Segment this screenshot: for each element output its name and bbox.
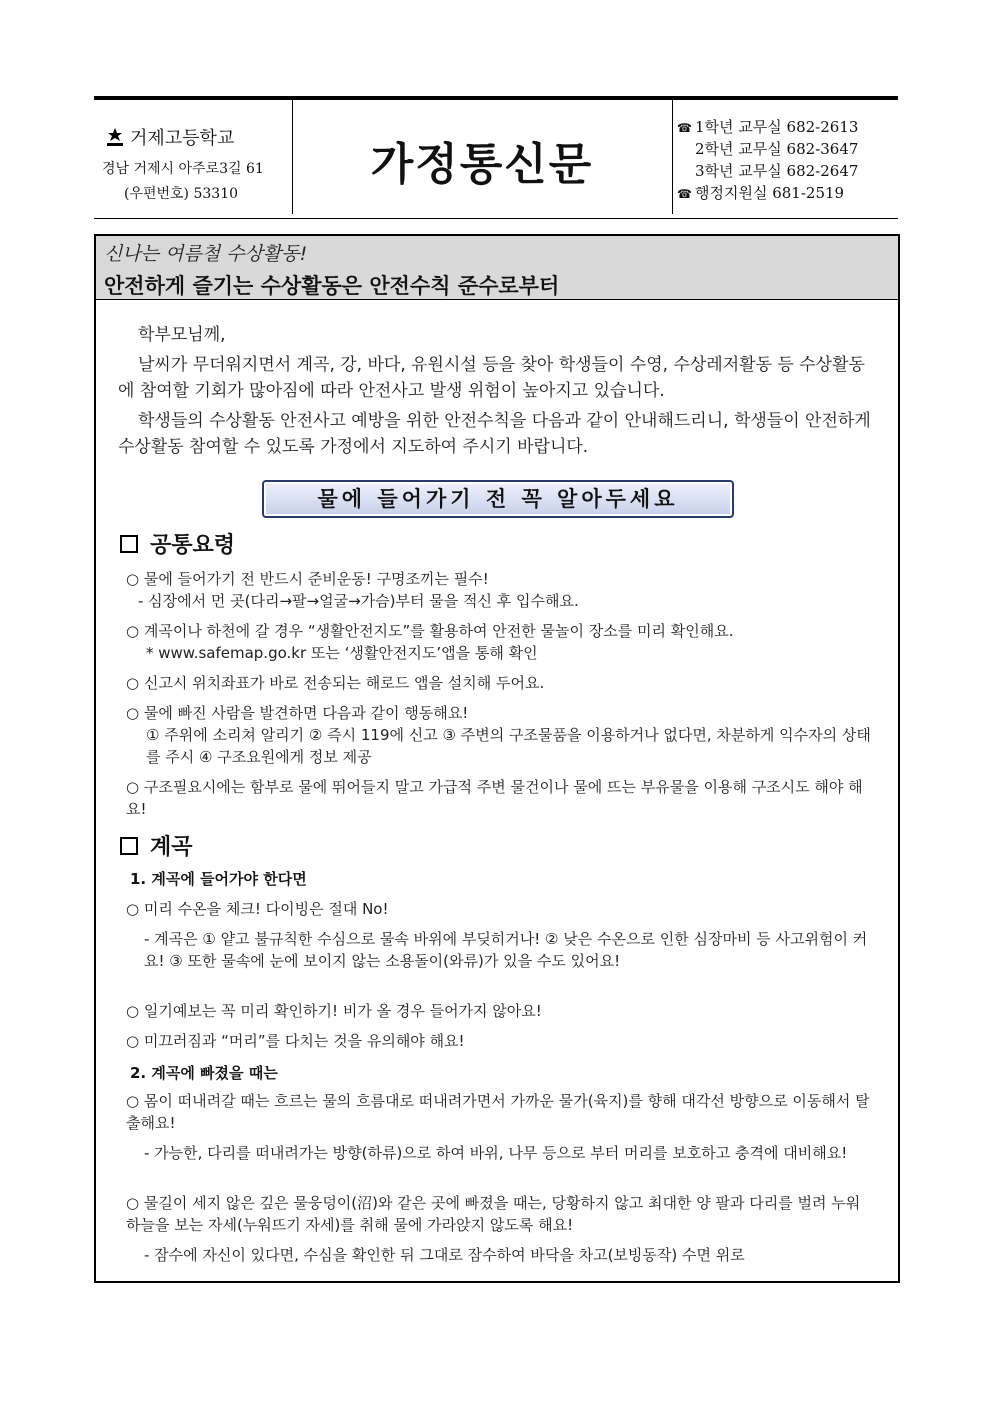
list-item: ○ 물에 빠진 사람을 발견하면 다음과 같이 행동해요! (126, 704, 469, 722)
notice-banner: 물에 들어가기 전 꼭 알아두세요 (262, 480, 734, 518)
phone-line-1: ☎ 1학년 교무실 682-2613 (677, 118, 859, 136)
list-item: ○ 물길이 세지 않은 깊은 물웅덩이(沼)와 같은 곳에 빠졌을 때는, 당황하지 않고 최대한 양 팔과 다리를 벌려 누워 하늘을 보는 자세(누워뜨기 자세)를 취해 물에 가라앉지 않도록 해요! (126, 1194, 861, 1234)
list-item: ○ 미리 수온을 체크! 다이빙은 절대 No! (126, 900, 389, 918)
school-info (94, 100, 293, 214)
list-item: ○ 미끄러짐과 “머리”를 다치는 것을 유의해야 해요! (126, 1032, 465, 1050)
list-subitem: ① 주위에 소리쳐 알리기 ② 즉시 119에 신고 ③ 주변의 구조물품을 이용하거나 없다면, 차분하게 익수자의 상태를 주시 ④ 구조요원에게 정보 제공 (146, 726, 871, 766)
list-subitem: - 가능한, 다리를 떠내려가는 방향(하류)으로 하여 바위, 나무 등으로 부터 머리를 보호하고 충격에 대비해요! (144, 1144, 848, 1162)
school-row (104, 124, 234, 150)
phone-line-3: 3학년 교무실 682-2647 (695, 162, 859, 180)
intro-paragraph-1: 날씨가 무더워지면서 계곡, 강, 바다, 유원시설 등을 찾아 학생들이 수영, 수상레저활동 등 수상활동에 참여할 기회가 많아짐에 따라 안전사고 발생 위험이 높아지고 있습니다. (118, 355, 865, 401)
list-item: ○ 신고시 위치좌표가 바로 전송되는 해로드 앱을 설치해 두어요. (126, 674, 545, 692)
subheading-1: 1. 계곡에 들어가야 한다면 (130, 870, 307, 888)
postal-code: (우편번호) 53310 (124, 186, 239, 202)
page-title: 가정통신문 (370, 139, 594, 190)
phone-line-2: 2학년 교무실 682-3647 (695, 140, 859, 158)
notice-box (94, 234, 900, 1283)
school-name: 거제고등학교 (130, 128, 235, 149)
letter-header (94, 100, 898, 214)
subtitle-bold: 안전하게 즐기는 수상활동은 안전수칙 준수로부터 (104, 274, 560, 298)
school-address: 경남 거제시 아주로3길 61 (102, 161, 264, 177)
phone-line-4: ☎ 행정지원실 681-2519 (677, 184, 845, 202)
list-subitem: - 계곡은 ① 얕고 불규칙한 수심으로 물속 바위에 부딪히거나! ② 낮은 수온으로 인한 심장마비 등 사고위험이 커요! ③ 또한 물속에 눈에 보이지 않는 소용돌이(와류)가 있을 수도 있어요! (144, 930, 868, 970)
phone-icon: ☎ (677, 121, 692, 135)
checkbox-square-icon (120, 535, 138, 553)
contact-info (672, 100, 899, 214)
title-band (96, 236, 898, 300)
subheading-2: 2. 계곡에 빠졌을 때는 (130, 1064, 278, 1082)
section-common (120, 528, 235, 559)
list-subitem: * www.safemap.go.kr 또는 ‘생활안전지도’앱을 통해 확인 (146, 644, 538, 662)
list-item: ○ 몸이 떠내려갈 때는 흐르는 물의 흐름대로 떠내려가면서 가까운 물가(육지)를 향해 대각선 방향으로 이동해서 탈출해요! (126, 1092, 870, 1132)
checkbox-square-icon (120, 837, 138, 855)
list-subitem: - 잠수에 자신이 있다면, 수심을 확인한 뒤 그대로 잠수하여 바닥을 차고(보빙동작) 수면 위로 (144, 1246, 745, 1264)
list-item: ○ 구조필요시에는 함부로 물에 뛰어들지 말고 가급적 주변 물건이나 물에 뜨는 부유물을 이용해 구조시도 해야 해요! (126, 778, 863, 818)
phone-icon: ☎ (677, 187, 692, 201)
school-emblem-icon (104, 126, 126, 148)
section-valley (120, 830, 193, 861)
section-common-title: 공통요령 (150, 533, 236, 558)
header-bottom-rule (94, 218, 898, 219)
list-subitem: - 심장에서 먼 곳(다리→팔→얼굴→가슴)부터 물을 적신 후 입수해요. (138, 592, 579, 610)
list-item: ○ 물에 들어가기 전 반드시 준비운동! 구명조끼는 필수! (126, 570, 489, 588)
subtitle-italic: 신나는 여름철 수상활동! (104, 243, 308, 265)
section-valley-title: 계곡 (150, 835, 193, 860)
intro-paragraph-2: 학생들의 수상활동 안전사고 예방을 위한 안전수칙을 다음과 같이 안내해드리니, 학생들이 안전하게 수상활동 참여할 수 있도록 가정에서 지도하여 주시기 바랍니다. (118, 411, 871, 457)
list-item: ○ 계곡이나 하천에 갈 경우 “생활안전지도”를 활용하여 안전한 물놀이 장소를 미리 확인해요. (126, 622, 734, 640)
list-item: ○ 일기예보는 꼭 미리 확인하기! 비가 올 경우 들어가지 않아요! (126, 1002, 542, 1020)
greeting: 학부모님께, (138, 325, 226, 345)
